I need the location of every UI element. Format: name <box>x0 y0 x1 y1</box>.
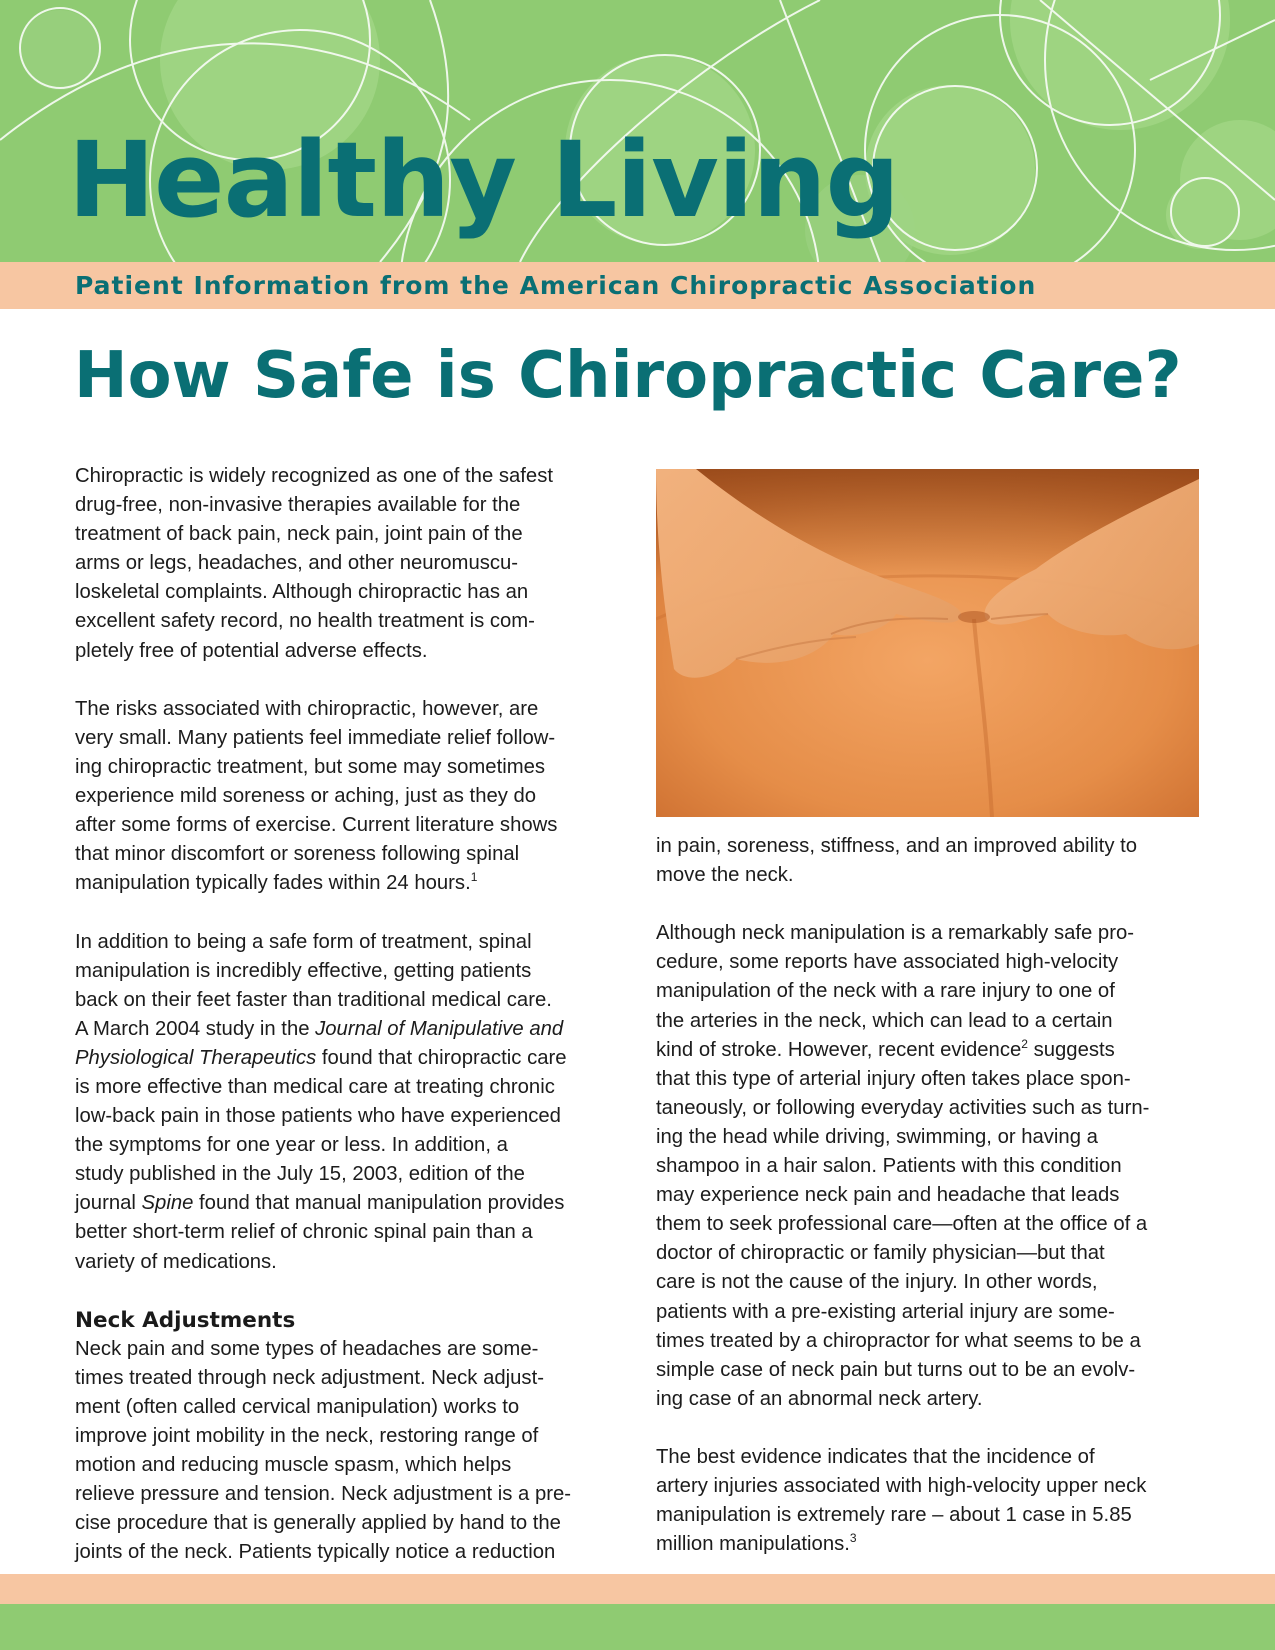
text-line: ing chiropractic treatment, but some may sometimes <box>75 755 546 778</box>
text-line: shampoo in a hair salon. Patients with this condition <box>656 1155 1122 1178</box>
text-line: times treated by a chiropractor for what seems to be a <box>656 1329 1141 1352</box>
text-line: ing case of an abnormal neck artery. <box>656 1387 983 1410</box>
text-line <box>75 869 627 898</box>
paragraph-neck-adjustment <box>75 1335 627 1568</box>
text-line: artery injuries associated with high-velocity upper neck <box>656 1475 1147 1498</box>
text-line: that minor discomfort or soreness following spinal <box>75 843 520 866</box>
text-line: Neck pain and some types of headaches are some- <box>75 1337 539 1360</box>
text-line: the arteries in the neck, which can lead to a certain <box>656 1009 1113 1032</box>
text-line <box>656 1036 1208 1065</box>
text-line: The best evidence indicates that the incidence of <box>656 1445 1095 1468</box>
text-line: better short-term relief of chronic spinal pain than a <box>75 1221 533 1244</box>
text-line: move the neck. <box>656 864 794 887</box>
text-line: loskeletal complaints. Although chiropractic has an <box>75 581 529 604</box>
text-line: In addition to being a safe form of treatment, spinal <box>75 930 532 953</box>
text-line: doctor of chiropractic or family physician—but that <box>656 1242 1105 1265</box>
text-run: A March 2004 study in the <box>75 1017 316 1040</box>
text-line: times treated through neck adjustment. Neck adjust- <box>75 1366 544 1389</box>
text-line: that this type of arterial injury often takes place spon- <box>656 1067 1131 1090</box>
text-line: the symptoms for one year or less. In addition, a <box>75 1134 508 1157</box>
text-line: study published in the July 15, 2003, edition of the <box>75 1163 525 1186</box>
article-title: How Safe is Chiropractic Care? <box>74 339 1182 413</box>
text-line: manipulation of the neck with a rare injury to one of <box>656 980 1115 1003</box>
text-line: very small. Many patients feel immediate relief follow- <box>75 726 556 749</box>
publication-title: Healthy Living <box>68 119 899 241</box>
text-line: treatment of back pain, neck pain, joint pain of the <box>75 523 523 546</box>
text-run: found that chiropractic care <box>316 1046 567 1069</box>
footnote-ref: 3 <box>849 1531 857 1546</box>
text-run: kind of stroke. However, recent evidence <box>656 1038 1022 1061</box>
text-line: is more effective than medical care at treating chronic <box>75 1075 555 1098</box>
text-line: The risks associated with chiropractic, however, are <box>75 697 539 720</box>
left-column <box>75 462 627 1568</box>
text-line: manipulation is extremely rare – about 1 case in 5.85 <box>656 1504 1132 1527</box>
text-line: variety of medications. <box>75 1250 277 1273</box>
section-heading-neck-adjustments: Neck Adjustments <box>75 1307 296 1333</box>
footnote-ref: 2 <box>1021 1036 1028 1051</box>
footer-green-band <box>0 1604 1275 1650</box>
paragraph-risks <box>75 695 627 899</box>
text-line: in pain, soreness, stiffness, and an improved ability to <box>656 835 1138 857</box>
text-line: excellent safety record, no health treatment is com- <box>75 610 535 633</box>
chiropractic-hands-photo <box>656 469 1199 817</box>
text-line: pletely free of potential adverse effects. <box>75 639 428 662</box>
text-run: found that manual manipulation provides <box>193 1192 565 1215</box>
text-line: joints of the neck. Patients typically notice a reduction <box>75 1541 556 1564</box>
text-line: taneously, or following everyday activities such as turn- <box>656 1096 1150 1119</box>
text-line: improve joint mobility in the neck, restoring range of <box>75 1425 539 1448</box>
text-line: them to seek professional care—often at the office of a <box>656 1213 1148 1236</box>
journal-name: Spine <box>141 1192 194 1215</box>
text-line: relieve pressure and tension. Neck adjustment is a pre- <box>75 1483 572 1506</box>
footer-peach-band <box>0 1574 1275 1604</box>
text-line: patients with a pre-existing arterial injury are some- <box>656 1300 1115 1323</box>
text-line: drug-free, non-invasive therapies available for the <box>75 494 521 517</box>
text-line <box>75 1015 627 1044</box>
subtitle-band <box>0 262 1275 309</box>
header-banner <box>0 0 1275 262</box>
text-run: million manipulations. <box>656 1533 850 1556</box>
text-line: cedure, some reports have associated high-velocity <box>656 951 1119 974</box>
text-line <box>656 1530 1208 1559</box>
paragraph-intro <box>75 462 627 666</box>
text-line <box>75 1189 627 1218</box>
text-line: care is not the cause of the injury. In other words, <box>656 1271 1098 1294</box>
text-run: suggests <box>1027 1038 1115 1061</box>
text-line: after some forms of exercise. Current literature shows <box>75 814 558 837</box>
publication-subtitle: Patient Information from the American Chiropractic Association <box>75 271 1037 300</box>
paragraph-neck-adjustment-continued <box>656 832 1208 890</box>
text-line: cise procedure that is generally applied by hand to the <box>75 1512 561 1535</box>
paragraph-incidence <box>656 1443 1208 1559</box>
right-column <box>656 832 1208 1559</box>
text-run: journal <box>75 1192 142 1215</box>
paragraph-effectiveness <box>75 928 627 1277</box>
journal-name: Physiological Therapeutics <box>75 1046 317 1069</box>
text-line: ing the head while driving, swimming, or having a <box>656 1125 1098 1148</box>
text-line: low-back pain in those patients who have experienced <box>75 1105 561 1128</box>
text-line: back on their feet faster than traditional medical care. <box>75 988 552 1011</box>
text-line <box>75 1044 627 1073</box>
footnote-ref: 1 <box>470 870 478 885</box>
text-line: may experience neck pain and headache that leads <box>656 1184 1120 1207</box>
text-line: arms or legs, headaches, and other neuromuscu- <box>75 552 519 575</box>
text-run: manipulation typically fades within 24 hours. <box>75 872 471 895</box>
text-line: Chiropractic is widely recognized as one of the safest <box>75 465 553 487</box>
journal-name: Journal of Manipulative and <box>315 1017 564 1040</box>
text-line: ment (often called cervical manipulation) works to <box>75 1396 520 1418</box>
text-line: motion and reducing muscle spasm, which helps <box>75 1454 512 1477</box>
paragraph-arterial-injury <box>656 919 1208 1414</box>
text-line: Although neck manipulation is a remarkably safe pro- <box>656 922 1134 945</box>
text-line: manipulation is incredibly effective, getting patients <box>75 959 532 982</box>
text-line: simple case of neck pain but turns out to be an evolv- <box>656 1358 1136 1381</box>
text-line: experience mild soreness or aching, just as they do <box>75 785 537 808</box>
